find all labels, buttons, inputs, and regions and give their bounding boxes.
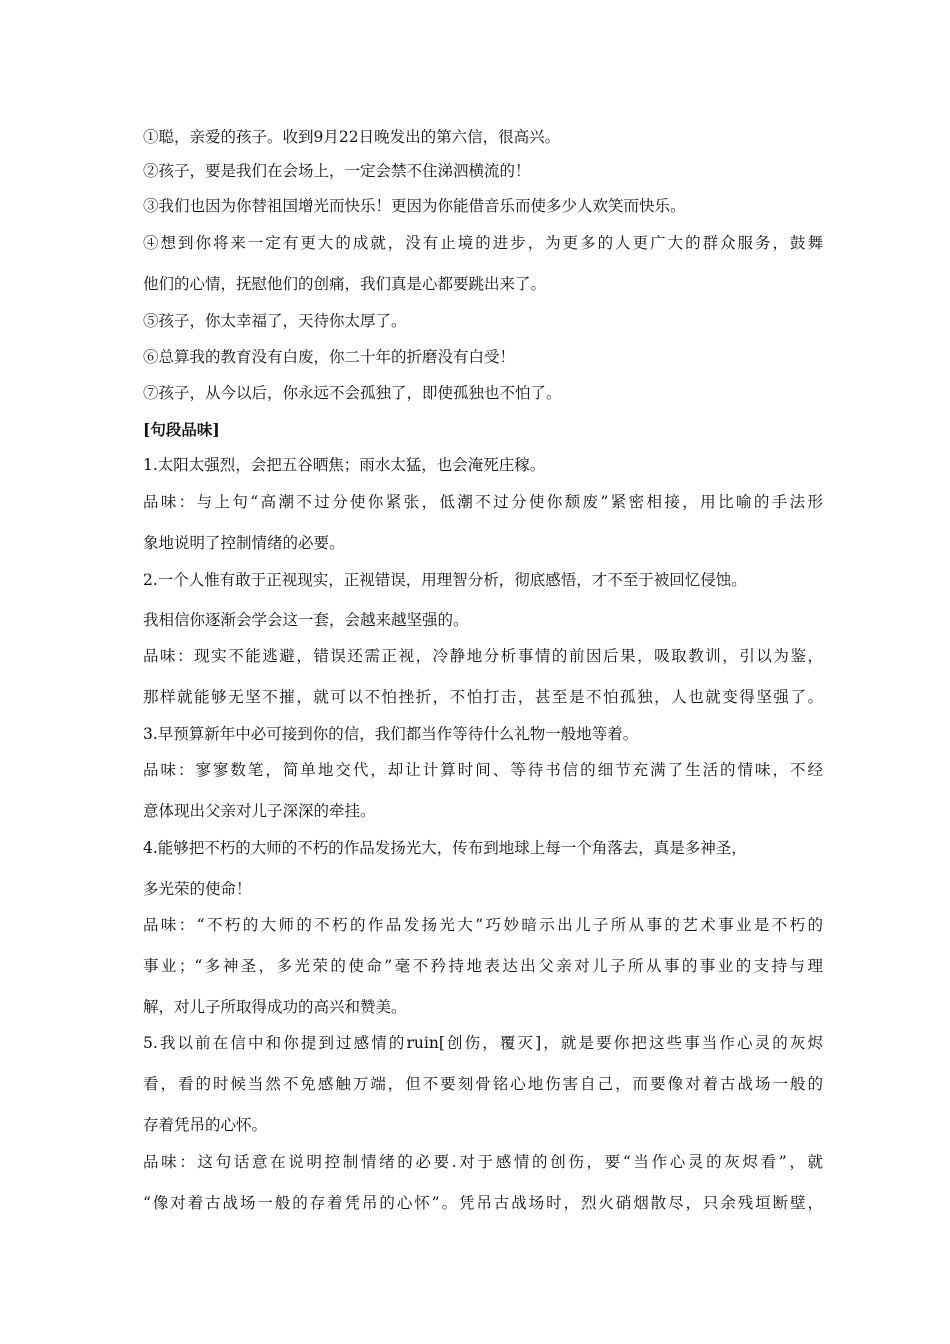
text-line: 品味：这句话意在说明控制情绪的必要.对于感情的创伤，要“当作心灵的灰烬看”，就 — [143, 1153, 823, 1171]
text-line: ⑤孩子，你太幸福了，天待你太厚了。 — [143, 312, 407, 330]
text-line: 意体现出父亲对儿子深深的牵挂。 — [143, 802, 376, 820]
section-heading: [句段品味] — [143, 420, 220, 439]
text-line: 解，对儿子所取得成功的高兴和赞美。 — [143, 998, 407, 1016]
text-line: ④想到你将来一定有更大的成就，没有止境的进步，为更多的人更广大的群众服务，鼓舞 — [143, 234, 823, 252]
text-line: 4.能够把不朽的大师的不朽的作品发扬光大，传布到地球上每一个角落去，真是多神圣， — [143, 839, 747, 857]
text-line: 3.早预算新年中必可接到你的信，我们都当作等待什么礼物一般地等着。 — [143, 725, 639, 743]
text-line: 5.我以前在信中和你提到过感情的ruin[创伤，覆灭]，就是要你把这些事当作心灵的灰烬 — [143, 1034, 823, 1052]
text-line: 多光荣的使命！ — [143, 880, 252, 898]
text-line: ⑥总算我的教育没有白废，你二十年的折磨没有白受！ — [143, 348, 516, 366]
text-line: “像对着古战场一般的存着凭吊的心怀”。凭吊古战场时，烈火硝烟散尽，只余残垣断壁， — [143, 1194, 823, 1212]
text-line: ②孩子，要是我们在会场上，一定会禁不住涕泗横流的！ — [143, 162, 531, 180]
text-line: 2.一个人惟有敢于正视现实，正视错误，用理智分析，彻底感悟，才不至于被回忆侵蚀。 — [143, 571, 747, 589]
text-line: 看，看的时候当然不免感触万端，但不要刻骨铭心地伤害自己，而要像对着古战场一般的 — [143, 1075, 823, 1093]
text-line: 品味：寥寥数笔，简单地交代，却让计算时间、等待书信的细节充满了生活的情味，不经 — [143, 761, 823, 779]
text-line: ①聪，亲爱的孩子。收到9月22日晚发出的第六信，很高兴。 — [143, 128, 561, 146]
text-line: 1.太阳太强烈，会把五谷晒焦；雨水太猛，也会淹死庄稼。 — [143, 456, 546, 474]
text-line: 象地说明了控制情绪的必要。 — [143, 534, 345, 552]
text-line: 那样就能够无坚不摧，就可以不怕挫折，不怕打击，甚至是不怕孤独，人也就变得坚强了。 — [143, 688, 823, 706]
text-line: 品味：与上句“高潮不过分使你紧张，低潮不过分使你颓废”紧密相接，用比喻的手法形 — [143, 493, 823, 511]
text-line: ⑦孩子，从今以后，你永远不会孤独了，即使孤独也不怕了。 — [143, 384, 562, 402]
text-line: 他们的心情，抚慰他们的创痛，我们真是心都要跳出来了。 — [143, 275, 547, 293]
text-line: 我相信你逐渐会学会这一套，会越来越坚强的。 — [143, 611, 469, 629]
text-line: 事业；“多神圣，多光荣的使命”毫不矜持地表达出父亲对儿子所从事的事业的支持与理 — [143, 957, 823, 975]
text-line: ③我们也因为你替祖国增光而快乐！更因为你能借音乐而使多少人欢笑而快乐。 — [143, 197, 686, 215]
text-line: 存着凭吊的心怀。 — [143, 1116, 268, 1134]
text-line: 品味：“不朽的大师的不朽的作品发扬光大”巧妙暗示出儿子所从事的艺术事业是不朽的 — [143, 916, 823, 934]
text-line: 品味：现实不能逃避，错误还需正视，冷静地分析事情的前因后果，吸取教训，引以为鉴， — [143, 647, 823, 665]
